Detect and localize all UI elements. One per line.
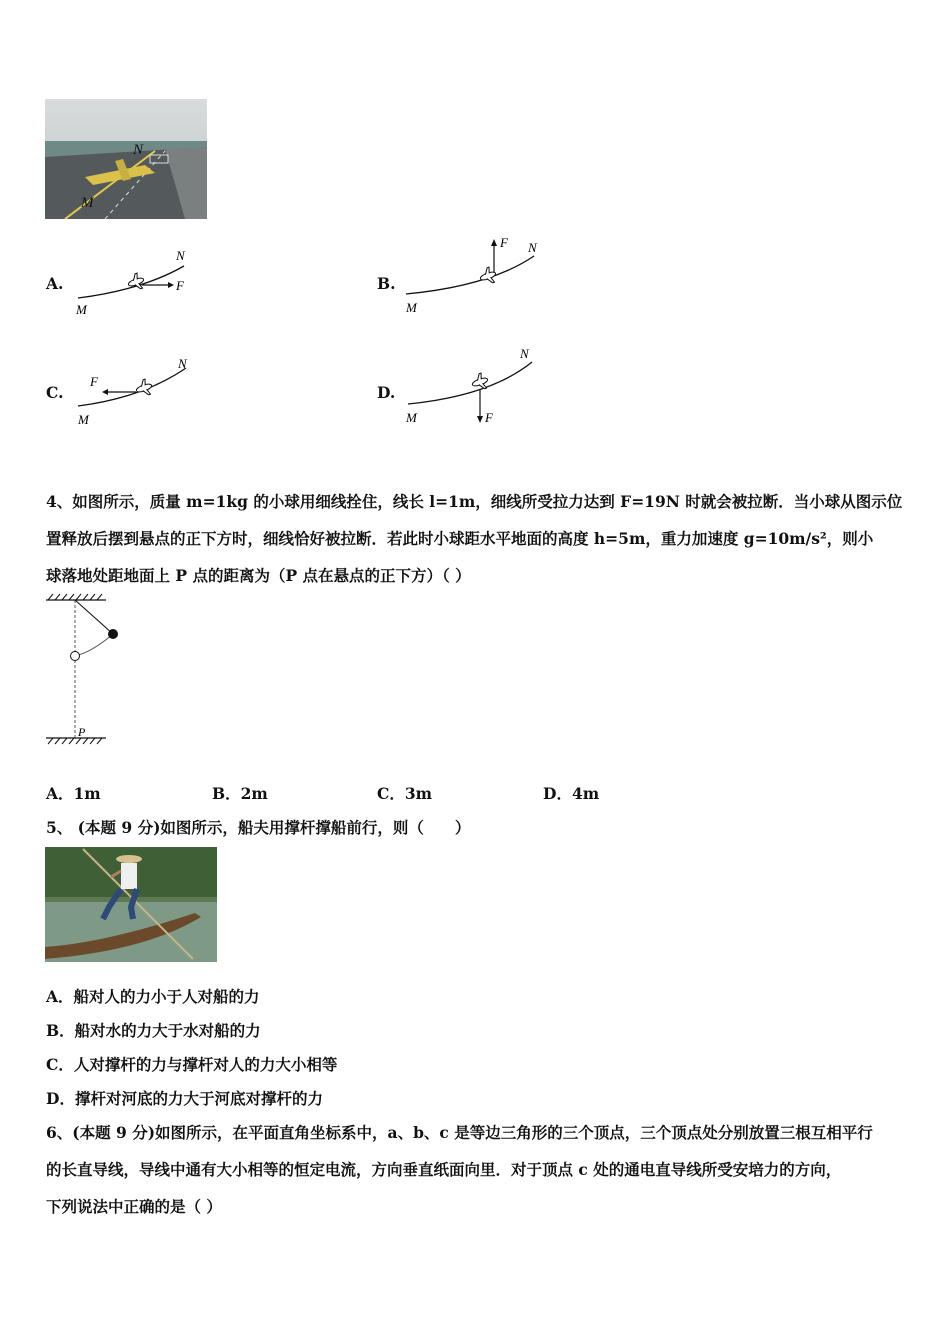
q4-option-b[interactable]: B．2m [212, 784, 268, 803]
ball-bottom [71, 652, 80, 661]
trajectory-curve [408, 362, 532, 404]
pendulum-string [75, 600, 113, 634]
q4-stem-line-3: 球落地处距地面上 P 点的距离为（P 点在悬点的正下方）（ ） [46, 566, 471, 585]
q6-stem-line-2: 的长直导线，导线中通有大小相等的恒定电流，方向垂直纸面向里．对于顶点 c 处的通电直导线所受安培力的方向， [46, 1160, 842, 1179]
swing-arc [75, 634, 113, 656]
photo-label-n: N [133, 142, 144, 158]
label-n: N [176, 248, 185, 263]
airplane-icon [478, 266, 499, 287]
option-key: A. [46, 274, 64, 293]
q3-option-c[interactable] [46, 383, 63, 402]
ball-start [108, 629, 118, 639]
carrier-photo [45, 99, 207, 219]
q4-option-d[interactable]: D．4m [543, 784, 600, 803]
q4-stem-line-1: 4、如图所示，质量 m=1kg 的小球用细线拴住，线长 l=1m，细线所受拉力达到 F=19N 时就会被拉断．当小球从图示位 [46, 492, 903, 511]
q5-option-c[interactable]: C．人对撑杆的力与撑杆对人的力大小相等 [46, 1055, 338, 1074]
label-f: F [485, 410, 493, 425]
q3-option-b-figure [400, 232, 550, 322]
q4-stem-line-2: 置释放后摆到悬点的正下方时，细线恰好被拉断．若此时小球距水平地面的高度 h=5m，重力加速度 g=10m/s²，则小 [46, 529, 874, 548]
option-key: B. [377, 274, 396, 293]
label-n: N [528, 240, 537, 255]
boatman-photo [45, 847, 217, 962]
q3-option-c-figure [72, 352, 202, 432]
label-f: F [500, 235, 508, 250]
label-f: F [176, 278, 184, 293]
q5-option-b[interactable]: B．船对水的力大于水对船的力 [46, 1021, 261, 1040]
label-f: F [90, 374, 98, 389]
trajectory-curve [406, 256, 534, 294]
pendulum-figure [44, 592, 124, 748]
q3-option-b[interactable] [377, 274, 396, 293]
label-p: P [78, 725, 86, 739]
q5-stem: 5、 (本题 9 分)如图所示，船夫用撑杆撑船前行，则（ ） [46, 818, 471, 837]
q5-option-a[interactable]: A．船对人的力小于人对船的力 [46, 987, 260, 1006]
label-m: M [78, 412, 89, 427]
label-n: N [178, 356, 187, 371]
q3-option-a-figure [72, 246, 202, 324]
q4-option-c[interactable]: C．3m [377, 784, 433, 803]
option-key: D. [377, 383, 396, 402]
label-m: M [406, 300, 417, 315]
airplane-icon [126, 272, 147, 293]
q3-option-a[interactable] [46, 274, 63, 293]
q6-stem-line-3: 下列说法中正确的是（ ） [46, 1197, 222, 1216]
airplane-icon [134, 378, 155, 399]
q3-option-d-figure [400, 340, 550, 432]
ceiling-hatching [48, 594, 102, 600]
label-m: M [406, 410, 417, 425]
photo-label-m: M [81, 195, 94, 211]
q5-option-d[interactable]: D．撑杆对河底的力大于河底对撑杆的力 [46, 1089, 323, 1108]
q6-stem-line-1: 6、(本题 9 分)如图所示，在平面直角坐标系中，a、b、c 是等边三角形的三个顶点，三个顶点处分别放置三根互相平行 [46, 1123, 873, 1142]
label-n: N [520, 346, 529, 361]
label-m: M [76, 302, 87, 317]
q4-option-a[interactable]: A．1m [46, 784, 101, 803]
q3-option-d[interactable] [377, 383, 395, 402]
option-key: C. [46, 383, 64, 402]
